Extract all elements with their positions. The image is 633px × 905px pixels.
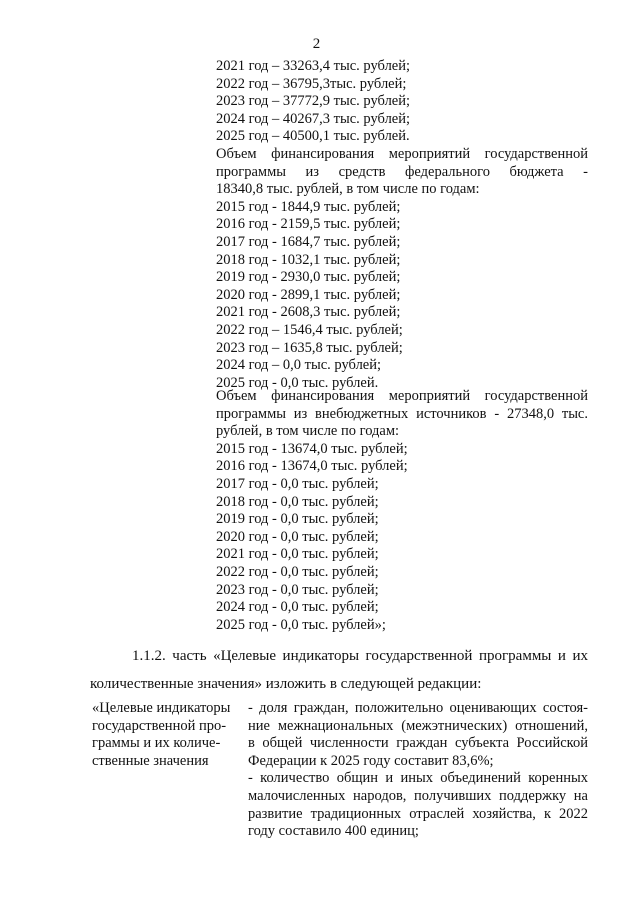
year-line: 2016 год - 13674,0 тыс. рублей; bbox=[216, 458, 408, 475]
year-line: 2019 год - 0,0 тыс. рублей; bbox=[216, 511, 379, 528]
year-line: 2022 год – 36795,3тыс. рублей; bbox=[216, 75, 407, 92]
year-line: 2018 год - 0,0 тыс. рублей; bbox=[216, 493, 379, 510]
year-line: 2025 год - 0,0 тыс. рублей»; bbox=[216, 616, 386, 633]
federal-funding-paragraph bbox=[216, 146, 588, 392]
year-line: 2023 год – 1635,8 тыс. рублей; bbox=[216, 339, 403, 356]
value-line: году составило 400 единиц; bbox=[248, 823, 419, 840]
paragraph-line: рублей, в том числе по годам: bbox=[216, 423, 400, 440]
value-line: развитие традиционных отраслей хозяйства, к 2022 bbox=[248, 805, 588, 822]
value-line: малочисленных народов, получивших поддержку на bbox=[248, 787, 588, 804]
page-number: 2 bbox=[312, 36, 321, 52]
year-line: 2022 год - 0,0 тыс. рублей; bbox=[216, 563, 379, 580]
year-line: 2024 год - 0,0 тыс. рублей; bbox=[216, 599, 379, 616]
indicators-value-cell bbox=[248, 700, 588, 841]
year-line: 2015 год - 13674,0 тыс. рублей; bbox=[216, 440, 408, 457]
year-line: 2019 год - 2930,0 тыс. рублей; bbox=[216, 269, 401, 286]
year-line: 2021 год - 0,0 тыс. рублей; bbox=[216, 546, 379, 563]
year-line: 2017 год - 1684,7 тыс. рублей; bbox=[216, 233, 401, 250]
year-line: 2020 год - 0,0 тыс. рублей; bbox=[216, 528, 379, 545]
label-line: ственные значения bbox=[92, 752, 209, 769]
regional-budget-years bbox=[216, 58, 588, 146]
paragraph-line: 18340,8 тыс. рублей, в том числе по годам: bbox=[216, 181, 480, 198]
year-line: 2018 год - 1032,1 тыс. рублей; bbox=[216, 251, 401, 268]
indicators-label-cell bbox=[92, 700, 232, 770]
year-line: 2016 год - 2159,5 тыс. рублей; bbox=[216, 216, 401, 233]
year-line: 2024 год – 40267,3 тыс. рублей; bbox=[216, 110, 411, 127]
year-line: 2024 год – 0,0 тыс. рублей; bbox=[216, 357, 382, 374]
year-line: 2025 год - 0,0 тыс. рублей. bbox=[216, 374, 379, 391]
section-1-1-2 bbox=[92, 648, 588, 693]
year-line: 2021 год – 33263,4 тыс. рублей; bbox=[216, 58, 411, 74]
extrabudgetary-funding-paragraph bbox=[216, 388, 588, 634]
year-line: 2022 год – 1546,4 тыс. рублей; bbox=[216, 321, 403, 338]
paragraph-line: Объем финансирования мероприятий государственной bbox=[216, 388, 588, 404]
paragraph-line: Объем финансирования мероприятий государственной bbox=[216, 146, 588, 162]
paragraph-line: программы из средств федерального бюджета - bbox=[216, 163, 588, 180]
value-line: Федерации к 2025 году составит 83,6%; bbox=[248, 752, 494, 769]
label-line: «Целевые индикаторы bbox=[92, 700, 231, 716]
year-line: 2023 год - 0,0 тыс. рублей; bbox=[216, 581, 379, 598]
value-line: - количество общин и иных объединений коренных bbox=[248, 770, 588, 787]
section-heading-line: 1.1.2. часть «Целевые индикаторы государственной программы и их bbox=[132, 648, 588, 664]
value-line: - доля граждан, положительно оценивающих состоя- bbox=[248, 700, 588, 716]
year-line: 2023 год – 37772,9 тыс. рублей; bbox=[216, 93, 411, 110]
value-line: ние межнациональных (межэтнических) отношений, bbox=[248, 717, 588, 734]
year-line: 2017 год - 0,0 тыс. рублей; bbox=[216, 475, 379, 492]
value-line: в общей численности граждан субъекта Российской bbox=[248, 735, 588, 752]
year-line: 2015 год - 1844,9 тыс. рублей; bbox=[216, 198, 401, 215]
paragraph-line: программы из внебюджетных источников - 27348,0 тыс. bbox=[216, 405, 588, 422]
year-line: 2025 год – 40500,1 тыс. рублей. bbox=[216, 128, 410, 145]
label-line: государственной про- bbox=[92, 717, 227, 734]
year-line: 2021 год - 2608,3 тыс. рублей; bbox=[216, 304, 401, 321]
year-line: 2020 год - 2899,1 тыс. рублей; bbox=[216, 286, 401, 303]
label-line: граммы и их количе- bbox=[92, 735, 221, 752]
section-heading-line: количественные значения» изложить в следующей редакции: bbox=[90, 676, 482, 692]
